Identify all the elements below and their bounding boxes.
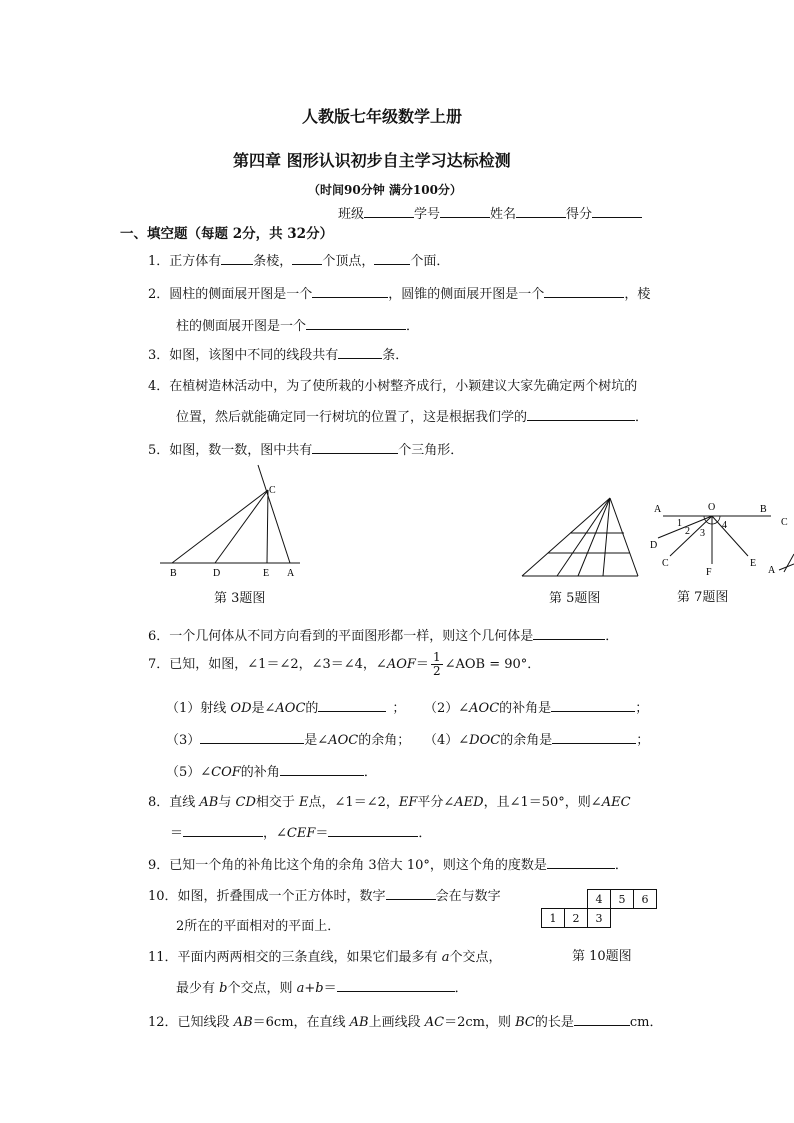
q4-blank[interactable] [527,408,635,421]
question-5: 5．如图，数一数，图中共有 个三角形． [148,443,464,458]
fig7-label-e: E [750,558,757,569]
question-7-part2: （2）∠AOC的补角是 ； [424,701,649,716]
question-2: 2．圆柱的侧面展开图是一个 ，圆锥的侧面展开图是一个 ，棱 [148,287,651,302]
q6-blank[interactable] [533,627,605,640]
fig3-label-c: C [269,485,276,496]
question-6: 6．一个几何体从不同方向看到的平面图形都一样，则这个几何体是 ． [148,629,619,644]
fig7-label-a: A [654,504,662,515]
fig3-label-a: A [287,568,295,579]
fig3-label-b: B [170,568,177,579]
cube-face-4: 4 [588,890,611,909]
question-10: 10．如图，折叠围成一个正方体时，数字 会在与数字 [148,889,501,904]
name-blank[interactable] [516,205,566,218]
cube-face-1: 1 [542,909,565,928]
question-1: 1．正方体有 条棱， 个顶点， 个面． [148,254,450,269]
score-label: 得分 [566,207,593,222]
figure-10-caption: 第 10题图 [572,949,632,964]
question-3: 3．如图，该图中不同的线段共有 条． [148,348,409,363]
q1-blank-vertices[interactable] [292,252,322,265]
fig7-label-o: O [708,502,716,513]
q8-blank-aec[interactable] [183,824,263,837]
cube-net-figure [541,889,657,928]
question-8: 8．直线 AB与 CD相交于 E点，∠1＝∠2，EF平分∠AED，且∠1＝50°，则∠AEC [148,795,631,810]
q7-5-blank[interactable] [280,763,364,776]
cube-face-6: 6 [634,890,657,909]
question-2-line2: 柱的侧面展开图是一个 ． [176,319,420,334]
q10-blank[interactable] [386,887,436,900]
q3-blank[interactable] [338,346,382,359]
fig7-label-f: F [706,567,712,578]
question-7: 7．已知，如图，∠1＝∠2，∠3＝∠4，∠AOF＝ $\frac{1}{2}$ ∠AOB = 90°． [148,650,541,678]
question-8-line2: ＝ ，∠CEF＝ ． [170,826,432,841]
figure-7-caption: 第 7题图 [677,590,729,605]
fig8-label-c: C [781,517,788,528]
question-7-part3: （3） 是∠AOC的余角； [166,733,411,748]
q11-blank[interactable] [337,979,455,992]
section-heading: 一、填空题（每题 2分，共 32分） [120,226,334,242]
fig7-label-1: 1 [677,518,682,529]
q9-blank[interactable] [547,856,615,869]
fig7-label-b: B [760,504,767,515]
fig7-label-c: C [662,558,669,569]
info-fields [338,203,642,222]
question-7-part1: （1）射线 OD是∠AOC的 ； [166,701,406,716]
q2-blank-cone[interactable] [544,285,624,298]
q12-blank[interactable] [574,1013,630,1026]
document-title: 人教版七年级数学上册 [302,107,463,126]
question-4: 4．在植树造林活动中，为了使所栽的小树整齐成行，小颖建议大家先确定两个树坑的 [148,379,638,394]
q2-blank-cylinder[interactable] [312,285,388,298]
class-label: 班级 [338,207,365,222]
q5-blank[interactable] [312,441,398,454]
fig7-label-3: 3 [700,528,705,539]
fig7-label-2: 2 [685,526,690,537]
q8-blank-cef[interactable] [328,824,418,837]
q1-blank-edges[interactable] [221,252,253,265]
score-blank[interactable] [592,205,642,218]
figure-3 [150,460,310,580]
question-11: 11．平面内两两相交的三条直线，如果它们最多有 a个交点， [148,950,502,965]
q7-1-blank[interactable] [318,699,386,712]
figure-5 [518,494,642,580]
cube-face-3: 3 [588,909,611,928]
fig3-label-d: D [213,568,221,579]
question-12: 12．已知线段 AB＝6cm，在直线 AB上画线段 AC＝2cm，则 BC的长是 cm． [148,1015,663,1030]
figure-7 [648,494,778,578]
question-4-line2: 位置，然后就能确定同一行树坑的位置了，这是根据我们学的 ． [176,410,649,425]
fig7-label-4: 4 [722,520,727,531]
question-9: 9．已知一个角的补角比这个角的余角 3倍大 10°，则这个角的度数是 ． [148,858,628,873]
figure-5-caption: 第 5题图 [549,591,601,606]
fraction-one-half: $\frac{1}{2}$ [432,650,441,678]
time-note: （时间90分钟 满分100分） [308,183,462,197]
fig8-label-a: A [768,565,776,576]
question-7-part4: （4）∠DOC的余角是 ； [424,733,650,748]
figure-3-caption: 第 3题图 [214,591,266,606]
student-id-label: 学号 [414,207,441,222]
name-label: 姓名 [490,207,517,222]
q7-4-blank[interactable] [552,731,636,744]
chapter-subtitle: 第四章 图形认识初步自主学习达标检测 [233,151,511,170]
question-10-line2: 2所在的平面相对的平面上． [176,919,341,934]
cube-face-5: 5 [611,890,634,909]
figure-8-fragment [765,510,794,576]
q2-blank-prism[interactable] [306,317,406,330]
fig7-label-d: D [650,540,658,551]
student-id-blank[interactable] [440,205,490,218]
cube-face-2: 2 [565,909,588,928]
q7-2-blank[interactable] [551,699,635,712]
class-blank[interactable] [364,205,414,218]
question-7-part5: （5）∠COF的补角 ． [166,765,377,780]
question-11-line2: 最少有 b个交点，则 a+b＝ ． [176,981,468,996]
q1-blank-faces[interactable] [374,252,410,265]
q7-3-blank[interactable] [200,731,304,744]
fig3-label-e: E [263,568,270,579]
